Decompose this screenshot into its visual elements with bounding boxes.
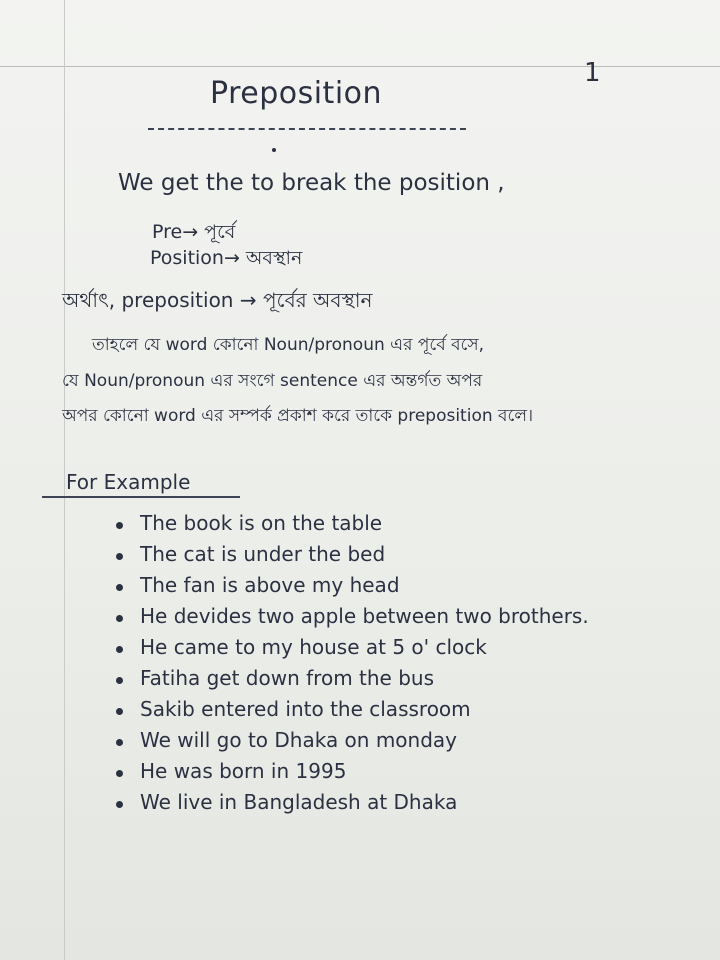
example-sentence: The cat is under the bed bbox=[140, 542, 386, 566]
page-title: Preposition bbox=[210, 76, 383, 111]
page-number: 1 bbox=[584, 58, 601, 88]
example-heading: For Example bbox=[66, 470, 191, 494]
definition-line-1: তাহলে যে word কোনো Noun/pronoun এর পূর্বে বসে, bbox=[92, 335, 485, 355]
example-sentence: We will go to Dhaka on monday bbox=[140, 728, 458, 752]
list-item bbox=[112, 663, 589, 694]
example-sentence: He devides two apple between two brothers. bbox=[140, 604, 589, 628]
definition-line-2: যে Noun/pronoun এর সংগে sentence এর অন্তর্গত অপর bbox=[62, 371, 483, 391]
example-heading-underline bbox=[42, 496, 240, 498]
top-ruled-line bbox=[0, 66, 720, 67]
example-sentence: He was born in 1995 bbox=[140, 759, 347, 783]
intro-line: We get the to break the position , bbox=[118, 170, 505, 196]
preposition-meaning: অর্থাৎ, preposition → পূর্বের অবস্থান bbox=[62, 288, 373, 312]
list-item bbox=[112, 694, 589, 725]
example-sentence: The fan is above my head bbox=[140, 573, 400, 597]
example-sentence: He came to my house at 5 o' clock bbox=[140, 635, 487, 659]
list-item bbox=[112, 787, 589, 818]
list-item bbox=[112, 508, 589, 539]
example-sentence: Sakib entered into the classroom bbox=[140, 697, 471, 721]
definition-line-3: অপর কোনো word এর সম্পর্ক প্রকাশ করে তাকে preposition বলে। bbox=[62, 406, 534, 426]
ink-dot bbox=[272, 148, 276, 152]
example-sentence: Fatiha get down from the bus bbox=[140, 666, 435, 690]
list-item bbox=[112, 570, 589, 601]
position-meaning: Position→ অবস্থান bbox=[150, 247, 303, 269]
example-list bbox=[112, 508, 589, 818]
example-sentence: We live in Bangladesh at Dhaka bbox=[140, 790, 458, 814]
margin-line bbox=[64, 0, 65, 960]
pre-meaning: Pre→ পূর্বে bbox=[152, 221, 236, 243]
list-item bbox=[112, 756, 589, 787]
example-sentence: The book is on the table bbox=[140, 511, 383, 535]
list-item bbox=[112, 632, 589, 663]
list-item bbox=[112, 725, 589, 756]
list-item bbox=[112, 539, 589, 570]
title-underline bbox=[148, 128, 466, 131]
list-item bbox=[112, 601, 589, 632]
